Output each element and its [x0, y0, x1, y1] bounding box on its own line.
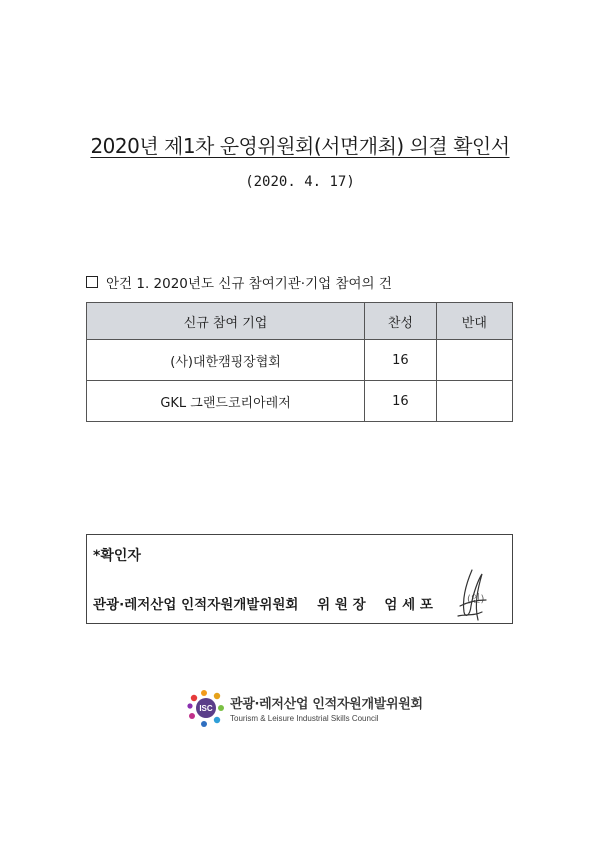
vote-table — [86, 302, 513, 422]
signature-icon — [452, 566, 492, 628]
agenda-item-text: 안건 1. 2020년도 신규 참여기관·기업 참여의 건 — [106, 276, 392, 292]
cell-yes: 16 — [365, 340, 437, 381]
cell-no — [436, 340, 512, 381]
confirmation-label: *확인자 — [93, 548, 141, 564]
document-title — [0, 130, 600, 159]
council-name: 관광·레저산업 인적자원개발위원회 — [93, 597, 299, 613]
document-title-text: 2020년 제1차 운영위원회(서면개최) 의결 확인서 — [90, 134, 510, 158]
footer-name-en: Tourism & Leisure Industrial Skills Council — [230, 714, 379, 723]
cell-org: (사)대한캠핑장협회 — [87, 340, 365, 381]
isc-logo-icon — [186, 688, 226, 728]
document-date: (2020. 4. 17) — [245, 174, 355, 190]
header-no: 반대 — [436, 303, 512, 340]
chair-position: 위 원 장 — [317, 597, 366, 613]
footer-text — [230, 693, 423, 723]
agenda-item — [86, 272, 392, 292]
seal-mark: (인) — [467, 594, 485, 605]
confirmation-line — [93, 593, 433, 613]
isc-logo-text: ISC — [199, 704, 213, 713]
table-row — [87, 381, 513, 422]
footer-name-ko: 관광·레저산업 인적자원개발위원회 — [230, 697, 423, 712]
table-row — [87, 340, 513, 381]
checkbox-icon — [86, 276, 98, 288]
cell-no — [436, 381, 512, 422]
confirmation-box — [86, 534, 513, 624]
header-org: 신규 참여 기업 — [87, 303, 365, 340]
table-header-row — [87, 303, 513, 340]
cell-org: GKL 그랜드코리아레저 — [87, 381, 365, 422]
chair-name: 엄 세 포 — [384, 597, 433, 613]
footer-logo — [186, 688, 423, 728]
header-yes: 찬성 — [365, 303, 437, 340]
cell-yes: 16 — [365, 381, 437, 422]
